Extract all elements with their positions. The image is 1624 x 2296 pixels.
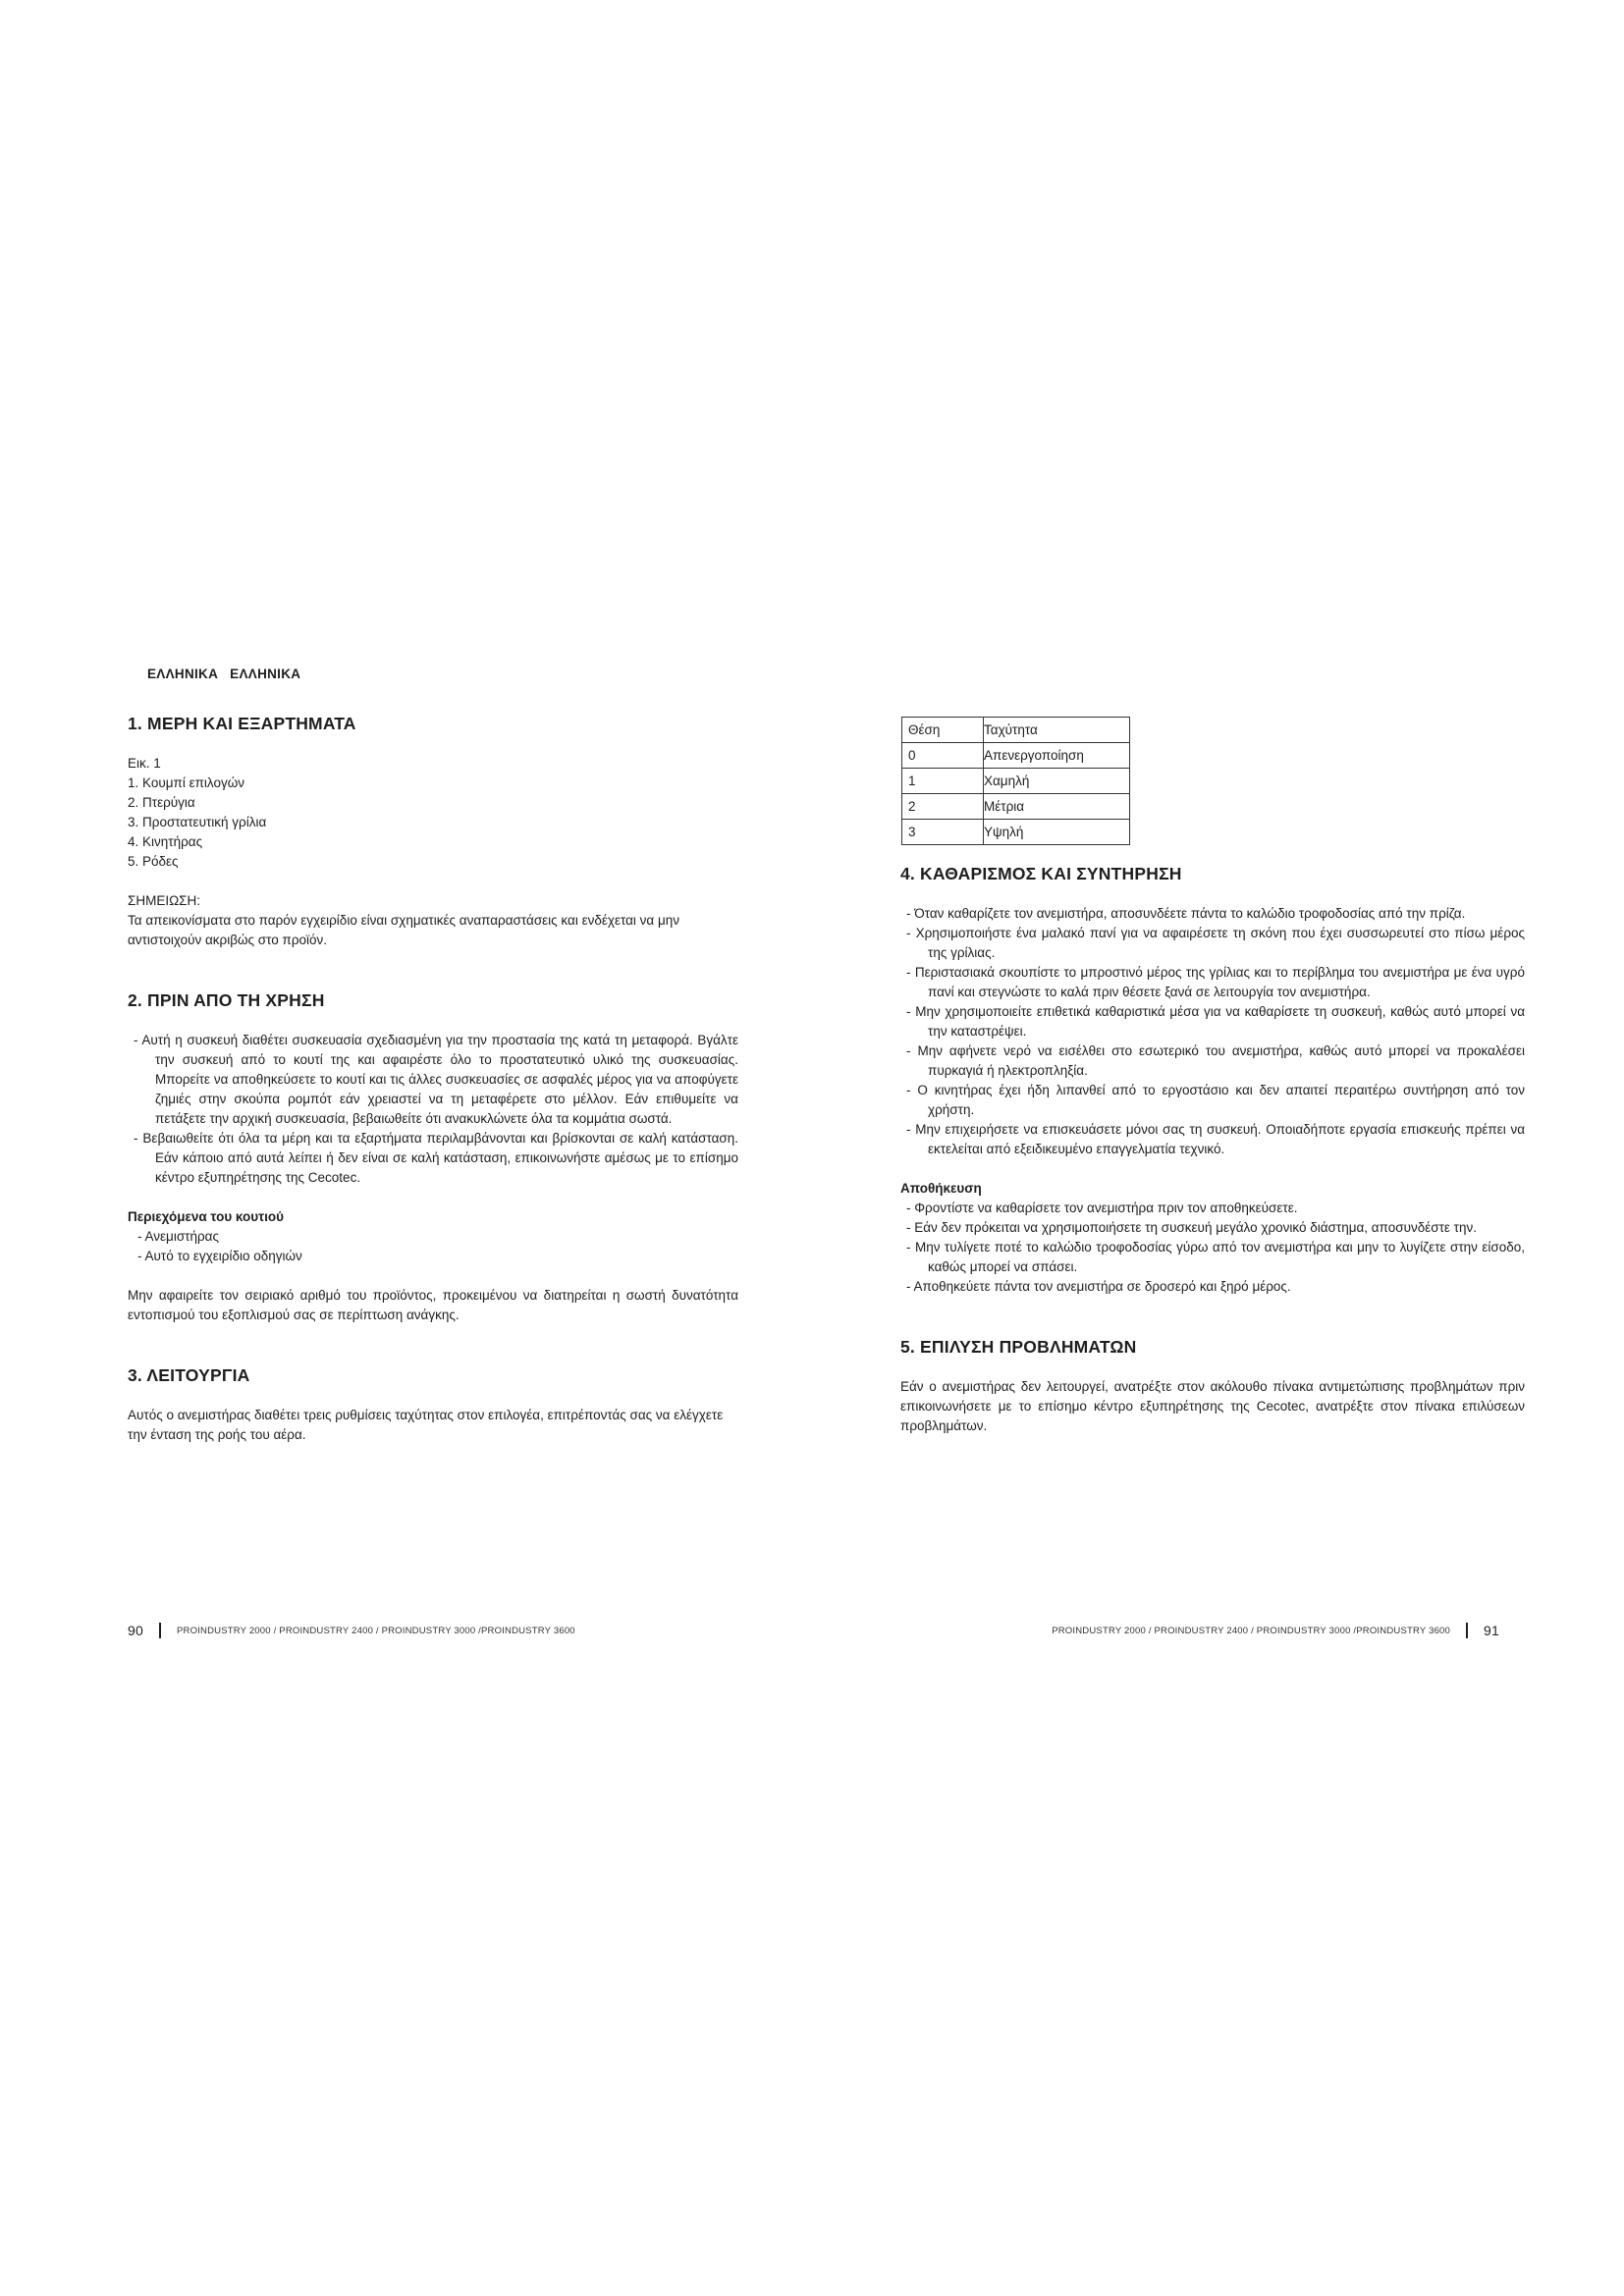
box-contents-title: Περιεχόμενα του κουτιού (128, 1209, 284, 1224)
table-row (902, 718, 1130, 743)
left-column (128, 713, 738, 1445)
operation-text: Αυτός ο ανεμιστήρας διαθέτει τρεις ρυθμίσεις ταχύτητας στον επιλογέα, επιτρέποντάς σας να ελέγχετε την ένταση της ροής του αέρα. (128, 1408, 724, 1442)
table-cell: Μέτρια (984, 794, 1130, 820)
list-item: - Μην επιχειρήσετε να επισκευάσετε μόνοι σας τη συσκευή. Οποιαδήποτε εργασία επισκευής πρέπει να εκτελείται από εξειδικευμένο επαγγελματία τεχνικό. (900, 1120, 1525, 1159)
footer-divider (159, 1623, 161, 1638)
note-text: Τα απεικονίσματα στο παρόν εγχειρίδιο είναι σχηματικές αναπαραστάσεις και ενδέχεται να μην αντιστοιχούν ακριβώς στο προϊόν. (128, 913, 680, 947)
page-footer (128, 1623, 575, 1638)
page-footer (1052, 1623, 1499, 1638)
parts-list (128, 774, 738, 872)
list-item: - Αποθηκεύετε πάντα τον ανεμιστήρα σε δροσερό και ξηρό μέρος. (900, 1277, 1525, 1297)
list-item: 3. Προστατευτική γρίλια (128, 815, 267, 829)
list-item: - Φροντίστε να καθαρίσετε τον ανεμιστήρα πριν τον αποθηκεύσετε. (900, 1199, 1525, 1218)
serial-note: Μην αφαιρείτε τον σειριακό αριθμό του προϊόντος, προκειμένου να διατηρείται η σωστή δυνατότητα εντοπισμού του εξοπλισμού σας σε περίπτωση ανάγκης. (128, 1288, 738, 1322)
section-parts (128, 713, 738, 950)
list-item: - Όταν καθαρίζετε τον ανεμιστήρα, αποσυνδέετε πάντα το καλώδιο τροφοδοσίας από την πρίζα. (900, 904, 1525, 924)
list-item: - Βεβαιωθείτε ότι όλα τα μέρη και τα εξαρτήματα περιλαμβάνονται και βρίσκονται σε καλή κατάσταση. Εάν κάποιο από αυτά λείπει ή δεν είναι σε καλή κατάσταση, επικοινωνήστε αμέσως με το επίσημο κέντρο εξυπηρέτησης της Cecotec. (128, 1129, 738, 1188)
language-label: ΕΛΛΗΝΙΚΑ (147, 667, 219, 681)
table-row (902, 794, 1130, 820)
table-cell: Ταχύτητα (984, 718, 1130, 743)
page-number: 91 (1484, 1623, 1499, 1638)
table-cell: 3 (902, 820, 984, 845)
list-item: 4. Κινητήρας (128, 834, 203, 849)
section-title: 3. ΛΕΙΤΟΥΡΓΙΑ (128, 1365, 250, 1385)
section-troubleshooting (900, 1336, 1525, 1436)
cleaning-list (900, 904, 1525, 1159)
list-item: - Αυτό το εγχειρίδιο οδηγιών (128, 1247, 738, 1266)
table-cell: 0 (902, 743, 984, 769)
list-item: - Μην τυλίγετε ποτέ το καλώδιο τροφοδοσίας γύρω από τον ανεμιστήρα και μην το λυγίζετε στην είσοδο, καθώς μπορεί να σπάσει. (900, 1238, 1525, 1277)
section-title: 1. ΜΕΡΗ ΚΑΙ ΕΞΑΡΤΗΜΑΤΑ (128, 714, 356, 733)
troubleshooting-text: Εάν ο ανεμιστήρας δεν λειτουργεί, ανατρέξτε στον ακόλουθο πίνακα αντιμετώπισης προβλημάτων πριν επικοινωνήσετε με το επίσημο κέντρο εξυπηρέτησης της Cecotec, ανατρέξτε στον πίνακα επιλύσεων προβλημάτων. (900, 1379, 1525, 1433)
table-cell: Χαμηλή (984, 769, 1130, 794)
storage-title: Αποθήκευση (900, 1181, 982, 1196)
list-item: - Μην αφήνετε νερό να εισέλθει στο εσωτερικό του ανεμιστήρα, καθώς αυτό μπορεί να προκαλέσει πυρκαγιά ή ηλεκτροπληξία. (900, 1041, 1525, 1081)
footer-models: PROINDUSTRY 2000 / PROINDUSTRY 2400 / PROINDUSTRY 3000 /PROINDUSTRY 3600 (176, 1625, 575, 1636)
language-label: ΕΛΛΗΝΙΚΑ (230, 667, 301, 681)
table-cell: Θέση (902, 718, 984, 743)
list-item: 5. Ρόδες (128, 854, 179, 869)
section-title: 2. ΠΡΙΝ ΑΠΟ ΤΗ ΧΡΗΣΗ (128, 990, 325, 1010)
section-title: 5. ΕΠΙΛΥΣΗ ΠΡΟΒΛΗΜΑΤΩΝ (900, 1337, 1137, 1357)
table-row (902, 769, 1130, 794)
storage-list (900, 1199, 1525, 1297)
page-number: 90 (128, 1623, 143, 1638)
table-row (902, 820, 1130, 845)
section-title: 4. ΚΑΘΑΡΙΣΜΟΣ ΚΑΙ ΣΥΝΤΗΡΗΣΗ (900, 864, 1182, 883)
list-item: - Αυτή η συσκευή διαθέτει συσκευασία σχεδιασμένη για την προστασία της κατά τη μεταφορά. Βγάλτε την συσκευή από το κουτί της και αφαιρέστε όλο το προστατευτικό υλικό της συσκευασίας. Μπορείτε να αποθηκεύσετε το κουτί και τις άλλες συσκευασίες σε ασφαλές μέρος για να αποφύγετε ζημιές στην σκούπα ρομπότ εάν χρειαστεί να τη μεταφέρετε στο μέλλον. Εάν επιθυμείτε να πετάξετε την αρχική συσκευασία, βεβαιωθείτε ότι ανακυκλώνετε όλα τα κομμάτια σωστά. (128, 1031, 738, 1129)
list-item: 1. Κουμπί επιλογών (128, 775, 245, 790)
section-cleaning (900, 863, 1525, 1297)
table-cell: Απενεργοποίηση (984, 743, 1130, 769)
list-item: - Ο κινητήρας έχει ήδη λιπανθεί από το εργοστάσιο και δεν απαιτεί περαιτέρω συντήρηση από τον χρήστη. (900, 1081, 1525, 1120)
note-label: ΣΗΜΕΙΩΣΗ: (128, 893, 201, 908)
table-cell: 1 (902, 769, 984, 794)
table-cell: 2 (902, 794, 984, 820)
list-item: - Περιστασιακά σκουπίστε το μπροστινό μέρος της γρίλιας και το περίβλημα του ανεμιστήρα με ένα υγρό πανί και στεγνώστε το καλά πριν θέσετε ξανά σε λειτουργία τον ανεμιστήρα. (900, 963, 1525, 1002)
list-item: 2. Πτερύγια (128, 795, 195, 810)
footer-divider (1466, 1623, 1468, 1638)
list-item: - Μην χρησιμοποιείτε επιθετικά καθαριστικά μέσα για να καθαρίσετε τη συσκευή, καθώς αυτό μπορεί να την καταστρέψει. (900, 1002, 1525, 1041)
speed-table (901, 717, 1130, 845)
figure-label: Εικ. 1 (128, 756, 161, 771)
list-item: - Ανεμιστήρας (128, 1227, 738, 1247)
right-page (812, 0, 1624, 2296)
table-row (902, 743, 1130, 769)
before-use-list (128, 1031, 738, 1188)
table-cell: Υψηλή (984, 820, 1130, 845)
section-operation (128, 1364, 738, 1445)
list-item: - Χρησιμοποιήστε ένα μαλακό πανί για να αφαιρέσετε τη σκόνη που έχει συσσωρευτεί στο πίσω μέρος της γρίλιας. (900, 924, 1525, 963)
language-header (147, 667, 312, 681)
right-column (900, 717, 1525, 1436)
list-item: - Εάν δεν πρόκειται να χρησιμοποιήσετε τη συσκευή μεγάλο χρονικό διάστημα, αποσυνδέστε την. (900, 1218, 1525, 1238)
section-before-use (128, 989, 738, 1325)
footer-models: PROINDUSTRY 2000 / PROINDUSTRY 2400 / PROINDUSTRY 3000 /PROINDUSTRY 3600 (1052, 1625, 1451, 1636)
box-contents-list (128, 1227, 738, 1266)
